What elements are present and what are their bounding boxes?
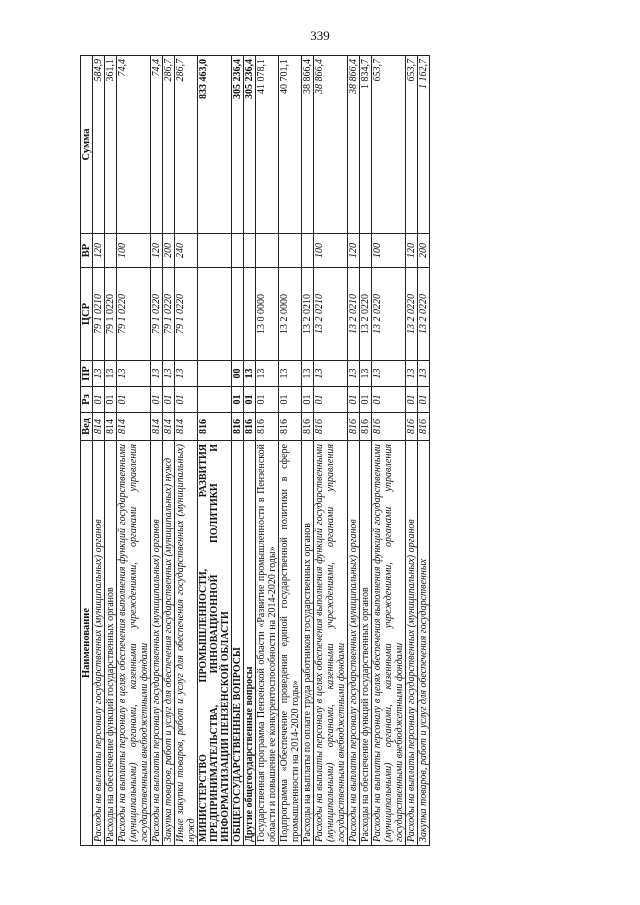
cell-sum: 38 866,4 (348, 56, 360, 234)
cell-csr: 13 2 0210 (302, 268, 314, 361)
cell-name: МИНИСТЕРСТВО ПРОМЫШЛЕННОСТИ, РАЗВИТИЯ ПРЕДПРИНИМАТЕЛЬСТВА, ИННОВАЦИОННОЙ ПОЛИТИКИ И ИНФОРМАТИЗАЦИИ ПЕНЗЕНСКОЙ ОБЛАСТИ (198, 441, 232, 846)
cell-ved: 814 (105, 413, 117, 441)
cell-csr: 79 1 0220 (151, 268, 163, 361)
cell-pr: 13 (372, 361, 406, 387)
cell-name: Иные закупки товаров, работ и услуг для обеспечения государственных (муниципальных) нужд (175, 441, 198, 846)
cell-name: Расходы на обеспечение функций государственных органов (360, 441, 372, 846)
table-row (232, 56, 244, 846)
table-row (348, 56, 360, 846)
cell-rz: 01 (93, 387, 105, 413)
cell-name: Закупка товаров, работ и услуг для обеспечения государственных (418, 441, 430, 846)
table-row (105, 56, 117, 846)
cell-vr: 120 (348, 234, 360, 268)
header-vr: ВР (81, 234, 93, 268)
cell-sum: 584,9 (93, 56, 105, 234)
cell-name: Расходы на выплаты персоналу государственных (муниципальных) органов (151, 441, 163, 846)
cell-pr: 00 (232, 361, 244, 387)
cell-name: Расходы на выплаты персоналу в целях обеспечения выполнения функций государственными (муниципальными) органами, казенными учреждениями, органами управления государственными внебюджетными фондами (117, 441, 151, 846)
header-ved: Вед (81, 413, 93, 441)
cell-csr: 79 1 0220 (163, 268, 175, 361)
cell-rz (198, 387, 232, 413)
cell-rz: 01 (302, 387, 314, 413)
cell-rz: 01 (163, 387, 175, 413)
table-row (418, 56, 430, 846)
cell-vr: 100 (314, 234, 348, 268)
cell-pr: 13 (348, 361, 360, 387)
cell-rz: 01 (105, 387, 117, 413)
cell-rz: 01 (151, 387, 163, 413)
cell-rz: 01 (406, 387, 418, 413)
cell-rz: 01 (175, 387, 198, 413)
table-body (93, 56, 430, 846)
cell-rz: 01 (418, 387, 430, 413)
cell-csr: 13 2 0220 (360, 268, 372, 361)
budget-table (80, 55, 430, 846)
cell-ved: 816 (314, 413, 348, 441)
cell-rz: 01 (232, 387, 244, 413)
cell-name: Государственная программа Пензенской области «Развитие промышленности в Пензенской области и повышение ее конкурентоспособности на 2014-2020 годы» (256, 441, 279, 846)
cell-vr (232, 234, 244, 268)
cell-vr: 200 (163, 234, 175, 268)
cell-csr (244, 268, 256, 361)
page-number: 339 (310, 28, 330, 43)
cell-pr: 13 (314, 361, 348, 387)
cell-vr (244, 234, 256, 268)
table-row (117, 56, 151, 846)
cell-ved: 816 (256, 413, 279, 441)
cell-ved: 816 (372, 413, 406, 441)
cell-ved: 816 (198, 413, 232, 441)
cell-vr (360, 234, 372, 268)
cell-pr: 13 (406, 361, 418, 387)
cell-vr: 100 (117, 234, 151, 268)
cell-rz: 01 (244, 387, 256, 413)
cell-csr (198, 268, 232, 361)
cell-vr (256, 234, 279, 268)
cell-name: Расходы на выплаты персоналу государственных (муниципальных) органов (348, 441, 360, 846)
cell-rz: 01 (372, 387, 406, 413)
cell-csr: 13 0 0000 (256, 268, 279, 361)
cell-pr (198, 361, 232, 387)
cell-sum: 1 162,7 (418, 56, 430, 234)
cell-rz: 01 (348, 387, 360, 413)
table-row (360, 56, 372, 846)
cell-ved: 816 (302, 413, 314, 441)
cell-sum: 361,1 (105, 56, 117, 234)
cell-pr: 13 (418, 361, 430, 387)
table-row (302, 56, 314, 846)
cell-name: Расходы на выплаты персоналу в целях обеспечения выполнения функций государственными (муниципальными) органами, казенными учреждениями, органами управления государственными внебюджетными фондами (372, 441, 406, 846)
cell-sum: 38 866,4 (314, 56, 348, 234)
cell-pr: 13 (302, 361, 314, 387)
cell-pr: 13 (93, 361, 105, 387)
cell-rz: 01 (256, 387, 279, 413)
cell-sum: 1 834,7 (360, 56, 372, 234)
header-csr: ЦСР (81, 268, 93, 361)
cell-pr: 13 (163, 361, 175, 387)
cell-csr: 13 2 0220 (372, 268, 406, 361)
table-row (314, 56, 348, 846)
table-header-row (81, 56, 93, 846)
cell-vr (105, 234, 117, 268)
cell-sum: 286,7 (163, 56, 175, 234)
cell-pr: 13 (279, 361, 302, 387)
cell-ved: 814 (163, 413, 175, 441)
cell-csr: 79 1 0220 (175, 268, 198, 361)
cell-vr: 200 (418, 234, 430, 268)
cell-sum: 305 236,4 (232, 56, 244, 234)
cell-ved: 816 (348, 413, 360, 441)
cell-sum: 305 236,4 (244, 56, 256, 234)
cell-vr: 120 (406, 234, 418, 268)
cell-csr: 13 2 0210 (348, 268, 360, 361)
cell-name: Другие общегосударственные вопросы (244, 441, 256, 846)
header-pr: ПР (81, 361, 93, 387)
header-name: Наименование (81, 441, 93, 846)
table-row (406, 56, 418, 846)
cell-sum: 38 866,4 (302, 56, 314, 234)
cell-ved: 814 (117, 413, 151, 441)
cell-ved: 814 (93, 413, 105, 441)
cell-pr: 13 (244, 361, 256, 387)
cell-rz: 01 (360, 387, 372, 413)
table-row (256, 56, 279, 846)
cell-pr: 13 (151, 361, 163, 387)
table-row (151, 56, 163, 846)
cell-vr (279, 234, 302, 268)
cell-sum: 653,7 (372, 56, 406, 234)
cell-csr: 79 1 0210 (93, 268, 105, 361)
table-row (372, 56, 406, 846)
header-rz: Рз (81, 387, 93, 413)
table-row (93, 56, 105, 846)
table-row (175, 56, 198, 846)
cell-sum: 74,4 (117, 56, 151, 234)
table-row (279, 56, 302, 846)
cell-sum: 41 078,1 (256, 56, 279, 234)
table-row (244, 56, 256, 846)
cell-name: Расходы на выплаты по оплате труда работников государственных органов (302, 441, 314, 846)
cell-sum: 653,7 (406, 56, 418, 234)
cell-name: Расходы на обеспечение функций государственных органов (105, 441, 117, 846)
cell-pr: 13 (175, 361, 198, 387)
cell-csr: 79 1 0220 (105, 268, 117, 361)
cell-csr (232, 268, 244, 361)
cell-vr: 120 (151, 234, 163, 268)
cell-ved: 816 (406, 413, 418, 441)
cell-ved: 816 (360, 413, 372, 441)
cell-csr: 13 2 0000 (279, 268, 302, 361)
cell-name: Расходы на выплаты персоналу государственных (муниципальных) органов (406, 441, 418, 846)
cell-name: Подпрограмма «Обеспечение проведения единой государственной политики в сфере промышленности на 2014-2020 годы» (279, 441, 302, 846)
cell-sum: 40 701,1 (279, 56, 302, 234)
cell-rz: 01 (117, 387, 151, 413)
cell-ved: 814 (151, 413, 163, 441)
cell-vr (302, 234, 314, 268)
cell-rz: 01 (314, 387, 348, 413)
rotated-table-container (80, 56, 560, 846)
cell-ved: 814 (175, 413, 198, 441)
cell-vr: 100 (372, 234, 406, 268)
cell-csr: 13 2 0220 (406, 268, 418, 361)
cell-vr (198, 234, 232, 268)
cell-pr: 13 (105, 361, 117, 387)
cell-sum: 74,4 (151, 56, 163, 234)
cell-pr: 13 (360, 361, 372, 387)
cell-ved: 816 (279, 413, 302, 441)
cell-ved: 816 (418, 413, 430, 441)
table-row (163, 56, 175, 846)
cell-name: Закупка товаров, работ и услуг для обеспечения государственных (муниципальных) нужд (163, 441, 175, 846)
table-row (198, 56, 232, 846)
cell-name: Расходы на выплаты персоналу государственных (муниципальных) органов (93, 441, 105, 846)
cell-sum: 833 463,0 (198, 56, 232, 234)
cell-csr: 79 1 0220 (117, 268, 151, 361)
cell-vr: 240 (175, 234, 198, 268)
cell-vr: 120 (93, 234, 105, 268)
cell-csr: 13 2 0210 (314, 268, 348, 361)
cell-name: ОБЩЕГОСУДАРСТВЕННЫЕ ВОПРОСЫ (232, 441, 244, 846)
cell-ved: 816 (232, 413, 244, 441)
cell-pr: 13 (117, 361, 151, 387)
cell-name: Расходы на выплаты персоналу в целях обеспечения выполнения функций государственными (муниципальными) органами, казенными учреждениями, органами управления государственными внебюджетными фондами (314, 441, 348, 846)
cell-sum: 286,7 (175, 56, 198, 234)
cell-csr: 13 2 0220 (418, 268, 430, 361)
cell-ved: 816 (244, 413, 256, 441)
header-sum: Сумма (81, 56, 93, 234)
cell-pr: 13 (256, 361, 279, 387)
cell-rz: 01 (279, 387, 302, 413)
